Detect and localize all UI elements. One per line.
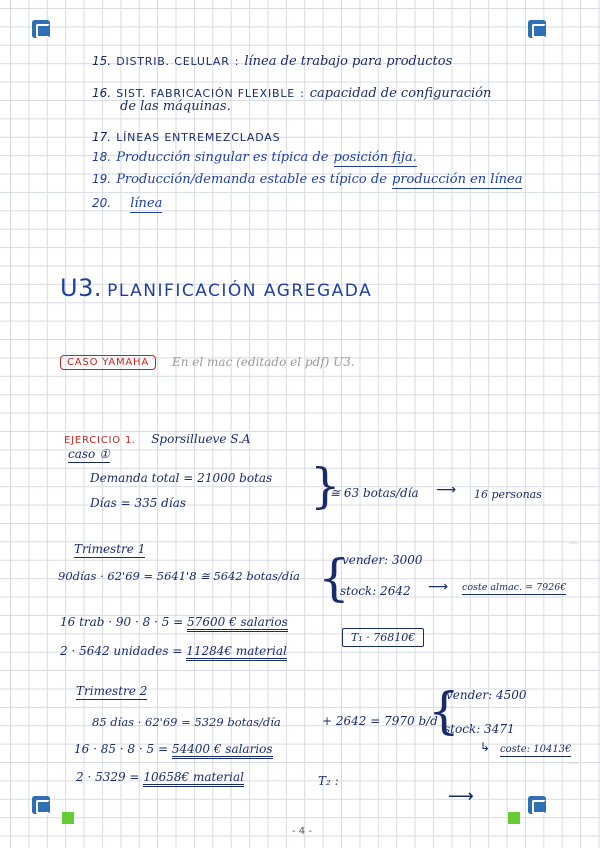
list-item-16: 16. SIST. FABRICACIÓN FLEXIBLE : capacidad de configuración xyxy=(92,86,492,101)
trimestre1-material: 2 · 5642 unidades = 11284€ material xyxy=(60,644,287,658)
list-item-19: 19. Producción/demanda estable es típico de producción en línea xyxy=(92,172,523,187)
caso1-brace-icon: } xyxy=(310,458,341,514)
trimestre1-coste-almac: coste almac. = 7926€ xyxy=(462,582,567,593)
trimestre1-total-box: T₁ · 76810€ xyxy=(342,628,424,647)
margin-mark: ⌒ xyxy=(568,762,579,775)
top-right-logo-icon xyxy=(528,20,546,38)
trimestre2-label: Trimestre 2 xyxy=(76,684,148,698)
trimestre2-stock: stock: 3471 xyxy=(444,722,515,736)
list-item-15: 15. DISTRIB. CELULAR : línea de trabajo para productos xyxy=(92,54,453,69)
list-item-17: 17. LÍNEAS ENTREMEZCLADAS xyxy=(92,130,281,144)
trimestre1-vender: vender: 3000 xyxy=(342,553,423,567)
caso1-arrow-icon: ⟶ xyxy=(436,482,457,498)
trimestre1-arrow-icon: ⟶ xyxy=(428,579,449,595)
list-item-16-continuation: de las máquinas. xyxy=(120,99,231,114)
list-item-20: 20. línea xyxy=(92,196,163,211)
section-heading xyxy=(60,274,372,302)
trimestre1-calc: 90días · 62'69 = 5641'8 ≅ 5642 botas/día xyxy=(58,569,300,583)
trimestre2-arrow-icon: ↳ xyxy=(480,740,491,754)
trimestre2-salarios: 16 · 85 · 8 · 5 = 54400 € salarios xyxy=(74,742,273,756)
section-title: PLANIFICACIÓN AGREGADA xyxy=(107,281,373,301)
caso1-dias: Días = 335 días xyxy=(90,496,187,510)
bottom-right-green-mark-icon xyxy=(508,812,520,824)
margin-mark: ⌒ xyxy=(568,542,579,555)
ejercicio-heading: EJERCICIO 1. Sporsillueve S.A xyxy=(64,432,251,446)
caso1-personas: 16 personas xyxy=(474,488,542,501)
trimestre2-final-arrow-icon: ⟶ xyxy=(448,786,474,807)
list-item-18: 18. Producción singular es típica de posición fija. xyxy=(92,150,417,165)
trimestre2-brace-icon: { xyxy=(428,682,460,740)
caso1-label: caso ① xyxy=(68,447,110,461)
bottom-left-green-mark-icon xyxy=(62,812,74,824)
trimestre2-coste: coste: 10413€ xyxy=(500,744,572,755)
trimestre1-label: Trimestre 1 xyxy=(74,542,146,556)
trimestre2-total: T₂ : xyxy=(318,774,339,788)
page-number: - 4 - xyxy=(292,826,312,837)
top-left-logo-icon xyxy=(32,20,50,38)
caso1-demanda: Demanda total = 21000 botas xyxy=(90,471,273,485)
trimestre1-salarios: 16 trab · 90 · 8 · 5 = 57600 € salarios xyxy=(60,615,288,629)
trimestre2-material: 2 · 5329 = 10658€ material xyxy=(76,770,244,784)
bottom-right-logo-icon xyxy=(528,796,546,814)
caso-yamaha-badge: CASO YAMAHA xyxy=(60,355,156,370)
trimestre2-calc-plus: + 2642 = 7970 b/d xyxy=(322,714,438,728)
trimestre2-vender: vender: 4500 xyxy=(446,688,527,702)
trimestre1-brace-icon: { xyxy=(318,549,350,607)
trimestre1-stock: stock: 2642 xyxy=(340,584,411,598)
caso-yamaha-note: En el mac (editado el pdf) U3. xyxy=(172,355,355,369)
section-code: U3. xyxy=(60,274,102,302)
bottom-left-logo-icon xyxy=(32,796,50,814)
trimestre2-calc: 85 días · 62'69 = 5329 botas/día xyxy=(92,715,281,729)
caso1-result: ≅ 63 botas/día xyxy=(330,486,419,500)
